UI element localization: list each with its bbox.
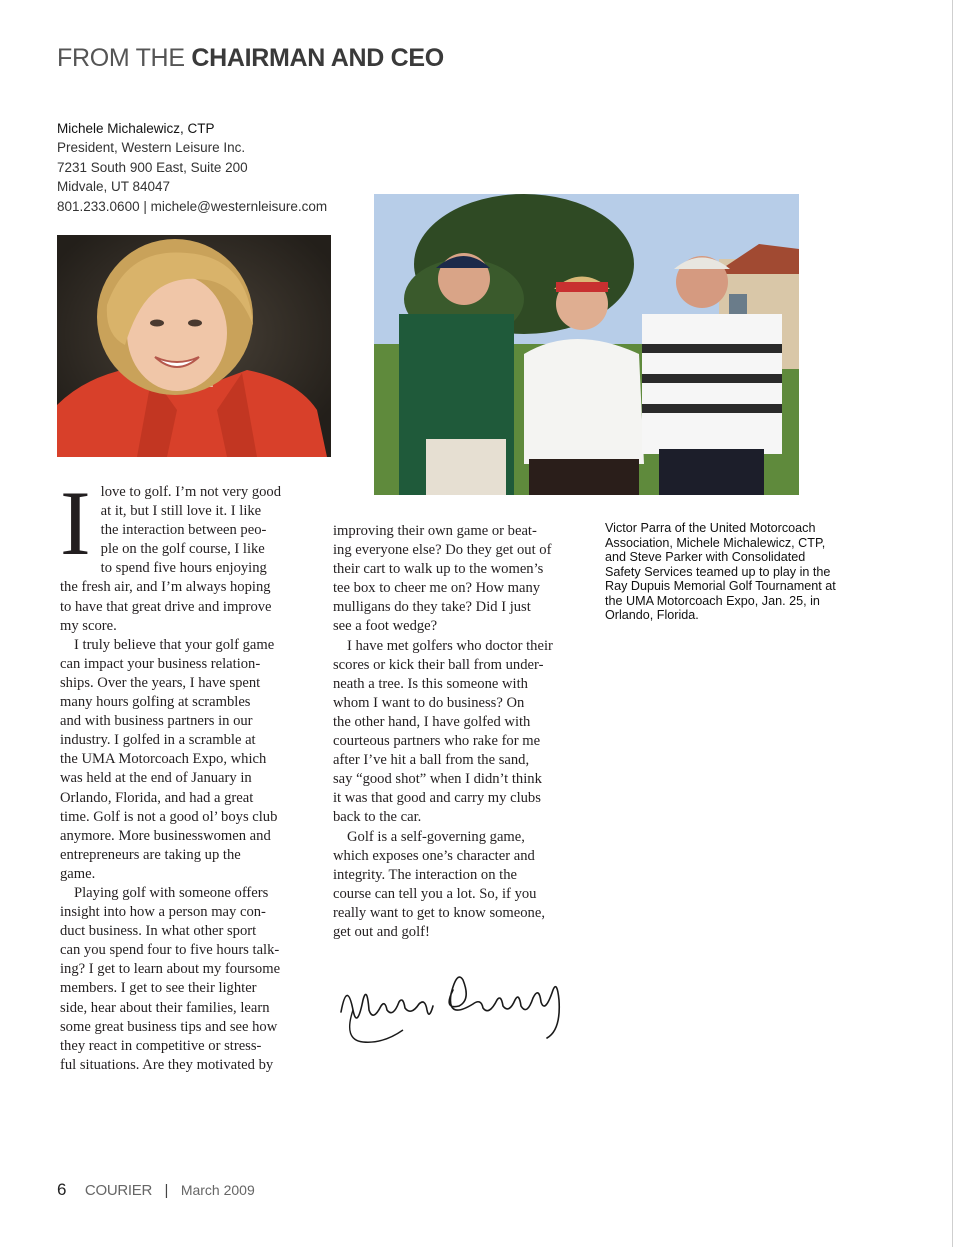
text-line: the UMA Motorcoach Expo, which [60,751,267,768]
text-line: many hours golfing at scrambles [60,694,251,711]
text-line: I have met golfers who doctor their [347,637,553,654]
text-line: to spend five hours enjoying [100,560,267,577]
portrait-illustration [57,235,331,457]
text-line: my score. [60,617,117,634]
text-line: the interaction between peo- [100,522,267,539]
text-line: to have that great drive and improve [60,598,272,615]
page-number: 6 [57,1180,67,1199]
text-line: ing? I get to learn about my foursome [60,961,281,978]
text-line: I truly believe that your golf game [74,636,275,653]
text-line: Orlando, Florida, and had a great [60,789,254,806]
text-line: Golf is a self-governing game, [347,828,525,845]
text-line: duct business. In what other sport [60,923,257,940]
article-column-2 [333,522,583,942]
text-line: was held at the end of January in [60,770,252,787]
text-line: improving their own game or beat- [333,523,537,539]
text-line: integrity. The interaction on the [333,866,517,883]
text-line: game. [60,865,96,882]
contact-name: Michele Michalewicz, CTP [57,121,215,136]
text-line: can you spend four to five hours talk- [60,942,280,959]
text-line: anymore. More businesswomen and [60,827,271,844]
golf-group-photo [374,194,799,495]
text-line: ships. Over the years, I have spent [60,674,261,691]
text-line: side, hear about their families, learn [60,999,270,1016]
caption-line: the UMA Motorcoach Expo, Jan. 25, in [605,593,820,608]
golf-illustration [374,194,799,495]
caption-line: Safety Services teamed up to play in the [605,564,831,579]
text-line: Playing golf with someone offers [74,884,269,901]
text-line: courteous partners who rake for me [333,733,541,750]
text-line: mulligans do they take? Did I just [333,599,531,616]
text-line: insight into how a person may con- [60,904,266,921]
text-line: can impact your business relation- [60,655,261,672]
signature [333,960,583,1050]
contact-address-line1: 7231 South 900 East, Suite 200 [57,159,248,175]
text-line: ple on the golf course, I like [100,541,265,558]
text-line: neath a tree. Is this someone with [333,675,528,692]
caption-line: and Steve Parker with Consolidated [605,550,806,564]
text-line: get out and golf! [333,923,430,940]
page-heading [57,44,444,73]
text-line: the fresh air, and I’m always hoping [60,579,271,596]
text-line: which exposes one’s character and [333,847,535,864]
contact-block [57,119,327,216]
text-line: industry. I golfed in a scramble at [60,732,256,749]
article-paragraph-6 [333,828,583,943]
caption-line: Association, Michele Michalewicz, CTP, [605,535,826,550]
article-column-1 [60,472,320,1075]
page-footer [57,1180,255,1200]
text-line: love to golf. I’m not very good [100,484,282,500]
text-line: course can tell you a lot. So, if you [333,885,537,902]
text-line: whom I want to do business? On [333,694,525,711]
text-line: some great business tips and see how [60,1018,278,1035]
contact-address-line2: Midvale, UT 84047 [57,179,171,195]
publication-name: COURIER [84,1182,152,1199]
text-line: after I’ve hit a ball from the sand, [333,752,530,769]
text-line: ful situations. Are they motivated by [60,1056,274,1073]
footer-separator: | [164,1182,169,1199]
heading-bold: CHAIRMAN AND CEO [191,44,444,72]
text-line: tee box to cheer me on? How many [333,580,541,597]
text-line: the other hand, I have golfed with [333,713,531,730]
portrait-photo [57,235,331,457]
text-line: it was that good and carry my clubs [333,790,541,807]
text-line: they react in competitive or stress- [60,1037,262,1054]
caption-line: Victor Parra of the United Motorcoach [605,521,816,535]
contact-title: President, Western Leisure Inc. [57,140,246,156]
article-paragraph-5 [333,637,583,828]
text-line: entrepreneurs are taking up the [60,846,241,863]
text-line: members. I get to see their lighter [60,980,257,997]
text-line: and with business partners in our [60,713,253,730]
text-line: see a foot wedge? [333,618,438,635]
text-line: their cart to walk up to the women’s [333,561,544,578]
article-paragraph-2 [60,636,320,884]
issue-date: March 2009 [180,1182,255,1198]
page-edge-rule [952,0,953,1247]
heading-light: FROM THE [57,44,185,72]
text-line: say “good shot” when I didn’t think [333,771,542,788]
text-line: back to the car. [333,809,422,826]
drop-cap: I [60,472,91,574]
text-line: time. Golf is not a good ol’ boys club [60,808,278,825]
signature-scribble [333,960,583,1050]
article-paragraph-1 [60,472,320,636]
photo-caption [605,521,865,623]
text-line: scores or kick their ball from under- [333,656,544,673]
contact-phone-email: 801.233.0600 | michele@westernleisure.com [57,198,328,214]
caption-line: Ray Dupuis Memorial Golf Tournament at [605,579,836,593]
article-paragraph-3 [60,884,320,1075]
text-line: ing everyone else? Do they get out of [333,542,552,559]
text-line: at it, but I still love it. I like [100,503,262,520]
text-line: really want to get to know someone, [333,904,545,921]
article-paragraph-4 [333,522,583,637]
caption-line: Orlando, Florida. [605,608,699,622]
